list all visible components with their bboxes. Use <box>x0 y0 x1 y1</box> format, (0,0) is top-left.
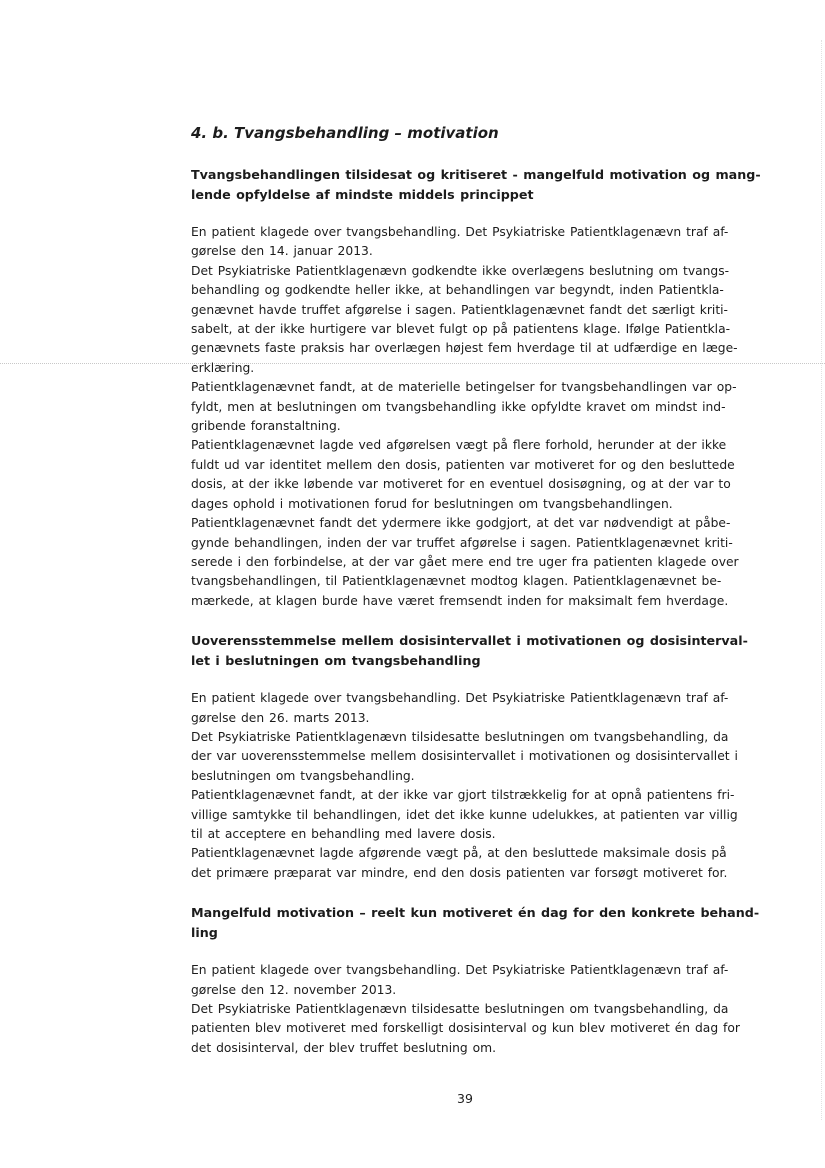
body-line: En patient klagede over tvangsbehandling. Det Psykiatriske Patientklagenævn traf af- <box>191 691 729 706</box>
body-line: Det Psykiatriske Patientklagenævn godkendte ikke overlægens beslutning om tvangs- <box>191 263 730 278</box>
section-body <box>191 689 741 883</box>
body-line: gørelse den 12. november 2013. <box>191 982 397 997</box>
body-line: villige samtykke til behandlingen, idet det ikke kunne udelukkes, at patienten var villig <box>191 807 738 822</box>
body-line: En patient klagede over tvangsbehandling. Det Psykiatriske Patientklagenævn traf af- <box>191 225 729 239</box>
heading-line: Tvangsbehandlingen tilsidesat og kritiseret - mangelfuld motivation og mang- <box>191 167 761 182</box>
body-line: gribende foranstaltning. <box>191 419 341 434</box>
chapter-heading: 4. b. Tvangsbehandling – motivation <box>191 124 499 142</box>
body-line: gynde behandlingen, inden der var truffet afgørelse i sagen. Patientklagenævnet kriti- <box>191 535 733 550</box>
body-line: Patientklagenævnet fandt, at der ikke var gjort tilstrækkelig for at opnå patientens fri- <box>191 788 735 803</box>
section-heading <box>191 631 748 670</box>
section-1 <box>191 165 761 611</box>
body-line: serede i den forbindelse, at der var gået mere end tre uger fra patienten klagede over <box>191 554 739 569</box>
body-line: gørelse den 26. marts 2013. <box>191 710 370 725</box>
body-line: behandling og godkendte heller ikke, at behandlingen var begyndt, inden Patientkla- <box>191 283 724 298</box>
body-line: sabelt, at der ikke hurtigere var blevet fulgt op på patientens klage. Ifølge Patientkla- <box>191 322 731 337</box>
body-line: genævnets faste praksis har overlægen højest fem hverdage til at udfærdige en læge- <box>191 341 738 356</box>
page-content <box>191 122 761 1058</box>
heading-line: Uoverensstemmelse mellem dosisintervallet i motivationen og dosisinterval- <box>191 633 748 649</box>
body-line: dages ophold i motivationen forud for beslutningen om tvangsbehandlingen. <box>191 496 673 511</box>
heading-line: lende opfyldelse af mindste middels princippet <box>191 186 534 202</box>
body-line: fyldt, men at beslutningen om tvangsbehandling ikke opfyldte kravet om mindst ind- <box>191 399 726 414</box>
body-line: beslutningen om tvangsbehandling. <box>191 768 415 783</box>
body-line: der var uoverensstemmelse mellem dosisintervallet i motivationen og dosisintervallet i <box>191 749 738 764</box>
section-body <box>191 961 741 1058</box>
body-line: Det Psykiatriske Patientklagenævn tilsidesatte beslutningen om tvangsbehandling, da <box>191 1002 729 1016</box>
section-2 <box>191 631 748 883</box>
body-line: Patientklagenævnet fandt, at de materielle betingelser for tvangsbehandlingen var op- <box>191 380 737 395</box>
heading-line: ling <box>191 924 218 940</box>
heading-line: let i beslutningen om tvangsbehandling <box>191 652 481 668</box>
body-line: Patientklagenævnet lagde ved afgørelsen vægt på flere forhold, herunder at der ikke <box>191 438 727 453</box>
body-line: gørelse den 14. januar 2013. <box>191 244 373 259</box>
body-line: genævnet havde truffet afgørelse i sagen. Patientklagenævnet fandt det særligt kriti- <box>191 302 728 317</box>
section-heading <box>191 165 761 204</box>
body-line: Det Psykiatriske Patientklagenævn tilsidesatte beslutningen om tvangsbehandling, da <box>191 729 729 744</box>
page-number: 39 <box>457 1091 473 1106</box>
body-line: det primære præparat var mindre, end den dosis patienten var forsøgt motiveret for. <box>191 865 728 880</box>
body-line: Patientklagenævnet fandt det ydermere ikke godgjort, at det var nødvendigt at påbe- <box>191 516 731 531</box>
scan-edge-line <box>821 40 822 1120</box>
body-line: erklæring. <box>191 360 255 375</box>
body-line: dosis, at der ikke løbende var motiveret for en eventuel dosisøgning, og at der var to <box>191 477 731 492</box>
body-line: patienten blev motiveret med forskelligt dosisinterval og kun blev motiveret én dag for <box>191 1021 740 1036</box>
heading-line: Mangelfuld motivation – reelt kun motiveret én dag for den konkrete behand- <box>191 905 760 921</box>
section-3 <box>191 903 760 1058</box>
body-line: mærkede, at klagen burde have været fremsendt inden for maksimalt fem hverdage. <box>191 593 729 608</box>
body-line: det dosisinterval, der blev truffet beslutning om. <box>191 1040 497 1055</box>
body-line: fuldt ud var identitet mellem den dosis, patienten var motiveret for og den besluttede <box>191 457 735 472</box>
body-line: En patient klagede over tvangsbehandling. Det Psykiatriske Patientklagenævn traf af- <box>191 963 729 978</box>
body-line: Patientklagenævnet lagde afgørende vægt på, at den besluttede maksimale dosis på <box>191 846 727 861</box>
section-heading <box>191 903 760 942</box>
body-line: tvangsbehandlingen, til Patientklagenævnet modtog klagen. Patientklagenævnet be- <box>191 574 722 589</box>
body-line: til at acceptere en behandling med lavere dosis. <box>191 826 496 841</box>
section-body <box>191 223 741 611</box>
